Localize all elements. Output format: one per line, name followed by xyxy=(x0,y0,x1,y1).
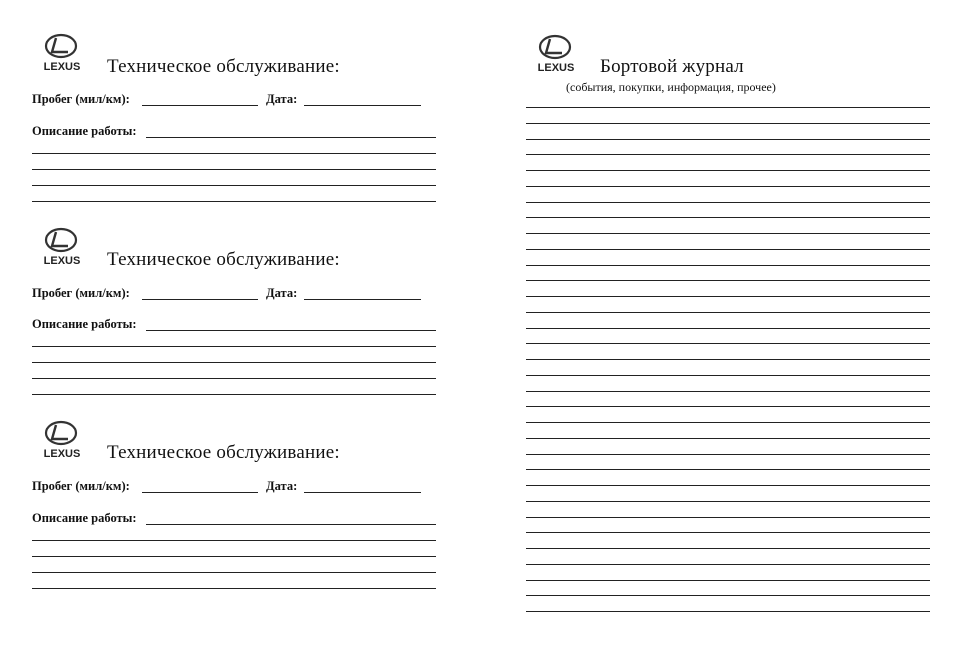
lexus-logo-icon xyxy=(30,419,94,461)
mileage-label: Пробег (мил/км): xyxy=(32,479,130,493)
lexus-logo-icon xyxy=(30,226,94,268)
date-label: Дата: xyxy=(266,286,298,300)
logbook-line[interactable] xyxy=(526,107,930,108)
description-label: Описание работы: xyxy=(32,124,137,138)
logbook-line[interactable] xyxy=(526,454,930,455)
logbook-line[interactable] xyxy=(526,406,930,407)
date-field[interactable] xyxy=(304,299,421,300)
logbook-line[interactable] xyxy=(526,422,930,423)
svg-text:LEXUS: LEXUS xyxy=(537,62,575,74)
mileage-field[interactable] xyxy=(142,299,258,300)
description-label: Описание работы: xyxy=(32,317,137,331)
section-title: Техническое обслуживание: xyxy=(107,56,340,77)
logbook-line[interactable] xyxy=(526,312,930,313)
description-field[interactable] xyxy=(146,524,436,525)
lexus-logo-icon xyxy=(524,33,588,75)
description-line[interactable] xyxy=(32,556,436,557)
mileage-label: Пробег (мил/км): xyxy=(32,92,130,106)
logbook-line[interactable] xyxy=(526,532,930,533)
logbook-line[interactable] xyxy=(526,139,930,140)
description-line[interactable] xyxy=(32,362,436,363)
logbook-line[interactable] xyxy=(526,469,930,470)
description-field[interactable] xyxy=(146,330,436,331)
date-label: Дата: xyxy=(266,92,298,106)
logbook-line[interactable] xyxy=(526,170,930,171)
section-title: Техническое обслуживание: xyxy=(107,442,340,463)
svg-text:LEXUS: LEXUS xyxy=(43,61,81,73)
svg-text:LEXUS: LEXUS xyxy=(43,255,81,267)
description-line[interactable] xyxy=(32,540,436,541)
description-line[interactable] xyxy=(32,346,436,347)
date-field[interactable] xyxy=(304,105,421,106)
description-line[interactable] xyxy=(32,185,436,186)
logbook-subtitle: (события, покупки, информация, прочее) xyxy=(566,80,776,94)
description-line[interactable] xyxy=(32,153,436,154)
description-line[interactable] xyxy=(32,394,436,395)
logbook-line[interactable] xyxy=(526,595,930,596)
logbook-line[interactable] xyxy=(526,501,930,502)
logbook-line[interactable] xyxy=(526,328,930,329)
logbook-line[interactable] xyxy=(526,202,930,203)
description-line[interactable] xyxy=(32,201,436,202)
section-title: Техническое обслуживание: xyxy=(107,249,340,270)
mileage-field[interactable] xyxy=(142,492,258,493)
lexus-logo-icon xyxy=(30,32,94,74)
logbook-line[interactable] xyxy=(526,517,930,518)
logbook-line[interactable] xyxy=(526,154,930,155)
description-line[interactable] xyxy=(32,588,436,589)
logbook-line[interactable] xyxy=(526,611,930,612)
description-line[interactable] xyxy=(32,169,436,170)
logbook-line[interactable] xyxy=(526,249,930,250)
logbook-line[interactable] xyxy=(526,580,930,581)
logbook-line[interactable] xyxy=(526,564,930,565)
logbook-line[interactable] xyxy=(526,485,930,486)
description-line[interactable] xyxy=(32,378,436,379)
description-line[interactable] xyxy=(32,572,436,573)
logbook-line[interactable] xyxy=(526,391,930,392)
logbook-line[interactable] xyxy=(526,265,930,266)
logbook-line[interactable] xyxy=(526,438,930,439)
logbook-line[interactable] xyxy=(526,123,930,124)
mileage-field[interactable] xyxy=(142,105,258,106)
logbook-line[interactable] xyxy=(526,548,930,549)
logbook-line[interactable] xyxy=(526,375,930,376)
description-label: Описание работы: xyxy=(32,511,137,525)
logbook-line[interactable] xyxy=(526,217,930,218)
date-field[interactable] xyxy=(304,492,421,493)
logbook-line[interactable] xyxy=(526,296,930,297)
date-label: Дата: xyxy=(266,479,298,493)
logbook-title: Бортовой журнал xyxy=(600,56,744,77)
logbook-line[interactable] xyxy=(526,280,930,281)
mileage-label: Пробег (мил/км): xyxy=(32,286,130,300)
svg-text:LEXUS: LEXUS xyxy=(43,448,81,460)
logbook-line[interactable] xyxy=(526,359,930,360)
logbook-line[interactable] xyxy=(526,343,930,344)
logbook-line[interactable] xyxy=(526,186,930,187)
logbook-line[interactable] xyxy=(526,233,930,234)
description-field[interactable] xyxy=(146,137,436,138)
